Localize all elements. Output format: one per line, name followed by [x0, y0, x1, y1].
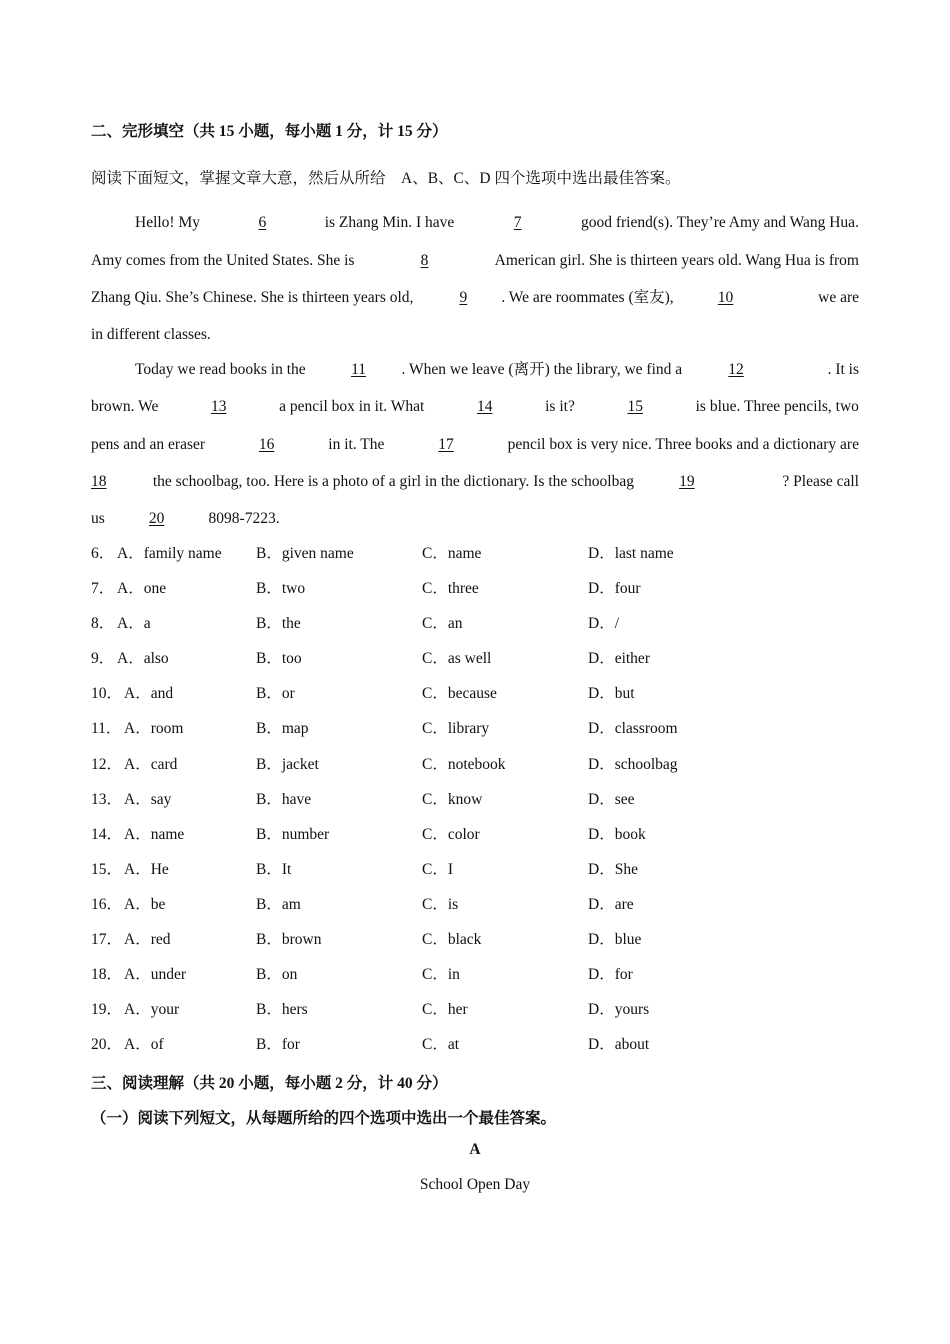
option-b: B．too — [256, 650, 302, 667]
option-d: D．yours — [588, 1001, 650, 1018]
passage-line: Today we read books in the 11 . When we leave (离开) the library, we find a 12 . It is — [135, 361, 859, 378]
question-row: 11． A．room B．map C．library D．classroom — [91, 720, 678, 737]
question-row: 14． A．name B．number C．color D．book — [91, 826, 646, 843]
option-a: A．also — [117, 650, 169, 667]
blank-18: 18 — [91, 473, 107, 490]
blank-17: 17 — [438, 436, 454, 453]
option-b: B．two — [256, 580, 306, 597]
passage-line: Amy comes from the United States. She is 8 American girl. She is thirteen years old. Wang Hua is from — [91, 252, 859, 269]
question-row: 17． A．red B．brown C．black D．blue — [91, 931, 642, 948]
option-c: C．in — [422, 966, 460, 983]
option-a: A．one — [117, 580, 167, 597]
option-d: D．blue — [588, 931, 642, 948]
option-d: D．about — [588, 1036, 650, 1053]
question-row: 8． A．a B．the C．an D．/ — [91, 615, 620, 632]
blank-16: 16 — [258, 436, 275, 453]
option-b: B．am — [256, 896, 301, 913]
option-b: B．have — [256, 791, 312, 808]
reading-subheading: （一）阅读下列短文，从每题所给的四个选项中选出一个最佳答案。 — [91, 1110, 557, 1127]
passage-line: 18 the schoolbag, too. Here is a photo of a girl in the dictionary. Is the schoolbag 19 ? Please call — [91, 473, 859, 490]
option-b: B．on — [256, 966, 298, 983]
option-a: A．and — [124, 685, 174, 702]
question-row: 18． A．under B．on C．in D．for — [91, 966, 633, 983]
option-a: A．room — [124, 720, 184, 737]
option-b: B．for — [256, 1036, 300, 1053]
option-a: A．card — [124, 756, 178, 773]
passage-line: us 20 8098-7223. — [91, 510, 280, 527]
passage-line: pens and an eraser 16 in it. The 17 pencil box is very nice. Three books and a dictionary are — [91, 436, 859, 453]
question-row: 20． A．of B．for C．at D．about — [91, 1036, 650, 1053]
option-b: B．hers — [256, 1001, 308, 1018]
option-d: D．see — [588, 791, 635, 808]
option-b: B．brown — [256, 931, 322, 948]
option-c: C．because — [422, 685, 497, 702]
option-d: D．for — [588, 966, 633, 983]
option-c: C．an — [422, 615, 463, 632]
blank-11: 11 — [351, 361, 367, 378]
blank-15: 15 — [627, 398, 643, 415]
option-d: D．She — [588, 861, 638, 878]
option-d: D．book — [588, 826, 646, 843]
passage-label: A — [469, 1141, 481, 1158]
blank-19: 19 — [679, 473, 695, 490]
option-a: A．family name — [117, 545, 222, 562]
option-c: C．black — [422, 931, 482, 948]
option-b: B．given name — [256, 545, 354, 562]
option-d: D．last name — [588, 545, 674, 562]
passage-title: School Open Day — [419, 1176, 531, 1193]
question-row: 19． A．your B．hers C．her D．yours — [91, 1001, 650, 1018]
question-row: 16． A．be B．am C．is D．are — [91, 896, 634, 913]
option-b: B．or — [256, 685, 295, 702]
option-d: D．four — [588, 580, 641, 597]
blank-20: 20 — [148, 510, 165, 527]
option-c: C．know — [422, 791, 483, 808]
blank-10: 10 — [717, 289, 734, 306]
blank-12: 12 — [728, 361, 744, 378]
option-c: C．at — [422, 1036, 460, 1053]
question-row: 6． A．family name B．given name C．name D．last name — [91, 545, 674, 562]
option-b: B．the — [256, 615, 301, 632]
option-b: B．It — [256, 861, 292, 878]
option-a: A．be — [124, 896, 166, 913]
question-row: 9． A．also B．too C．as well D．either — [91, 650, 650, 667]
option-a: A．a — [117, 615, 151, 632]
option-a: A．say — [124, 791, 172, 808]
option-c: C．three — [422, 580, 479, 597]
passage-line: brown. We 13 a pencil box in it. What 14 is it? 15 is blue. Three pencils, two — [91, 398, 859, 415]
option-a: A．name — [124, 826, 185, 843]
blank-9: 9 — [459, 289, 468, 306]
passage-line: Hello! My 6 is Zhang Min. I have 7 good friend(s). They’re Amy and Wang Hua. — [135, 214, 859, 231]
option-d: D．classroom — [588, 720, 678, 737]
option-c: C．is — [422, 896, 459, 913]
blank-7: 7 — [513, 214, 522, 231]
option-c: C．library — [422, 720, 490, 737]
option-c: C．as well — [422, 650, 492, 667]
option-b: B．jacket — [256, 756, 319, 773]
option-c: C．I — [422, 861, 454, 878]
blank-14: 14 — [476, 398, 493, 415]
blank-8: 8 — [420, 252, 429, 269]
section-heading-reading: 三、阅读理解（共 20 小题，每小题 2 分，计 40 分） — [91, 1075, 448, 1092]
option-d: D．schoolbag — [588, 756, 678, 773]
section-heading-cloze: 二、完形填空（共 15 小题，每小题 1 分，计 15 分） — [91, 123, 448, 140]
question-row: 13． A．say B．have C．know D．see — [91, 791, 635, 808]
option-d: D．are — [588, 896, 634, 913]
option-d: D．but — [588, 685, 635, 702]
cloze-instruction: 阅读下面短文，掌握文章大意，然后从所给 A、B、C、D 四个选项中选出最佳答案。 — [91, 170, 681, 187]
option-b: B．map — [256, 720, 309, 737]
option-c: C．her — [422, 1001, 468, 1018]
option-d: D．either — [588, 650, 650, 667]
option-c: C．name — [422, 545, 482, 562]
option-b: B．number — [256, 826, 330, 843]
passage-line: in different classes. — [91, 326, 211, 343]
blank-6: 6 — [258, 214, 267, 231]
option-a: A．your — [124, 1001, 180, 1018]
blank-13: 13 — [210, 398, 227, 415]
question-row: 10． A．and B．or C．because D．but — [91, 685, 635, 702]
option-a: A．He — [124, 861, 169, 878]
option-a: A．red — [124, 931, 171, 948]
question-row: 12． A．card B．jacket C．notebook D．schoolbag — [91, 756, 678, 773]
option-a: A．under — [124, 966, 186, 983]
option-a: A．of — [124, 1036, 164, 1053]
option-c: C．notebook — [422, 756, 506, 773]
option-c: C．color — [422, 826, 480, 843]
passage-line: Zhang Qiu. She’s Chinese. She is thirteen years old, 9 . We are roommates (室友), 10 we are — [91, 289, 859, 306]
question-row: 15． A．He B．It C．I D．She — [91, 861, 638, 878]
question-row: 7． A．one B．two C．three D．four — [91, 580, 641, 597]
option-d: D．/ — [588, 615, 620, 632]
